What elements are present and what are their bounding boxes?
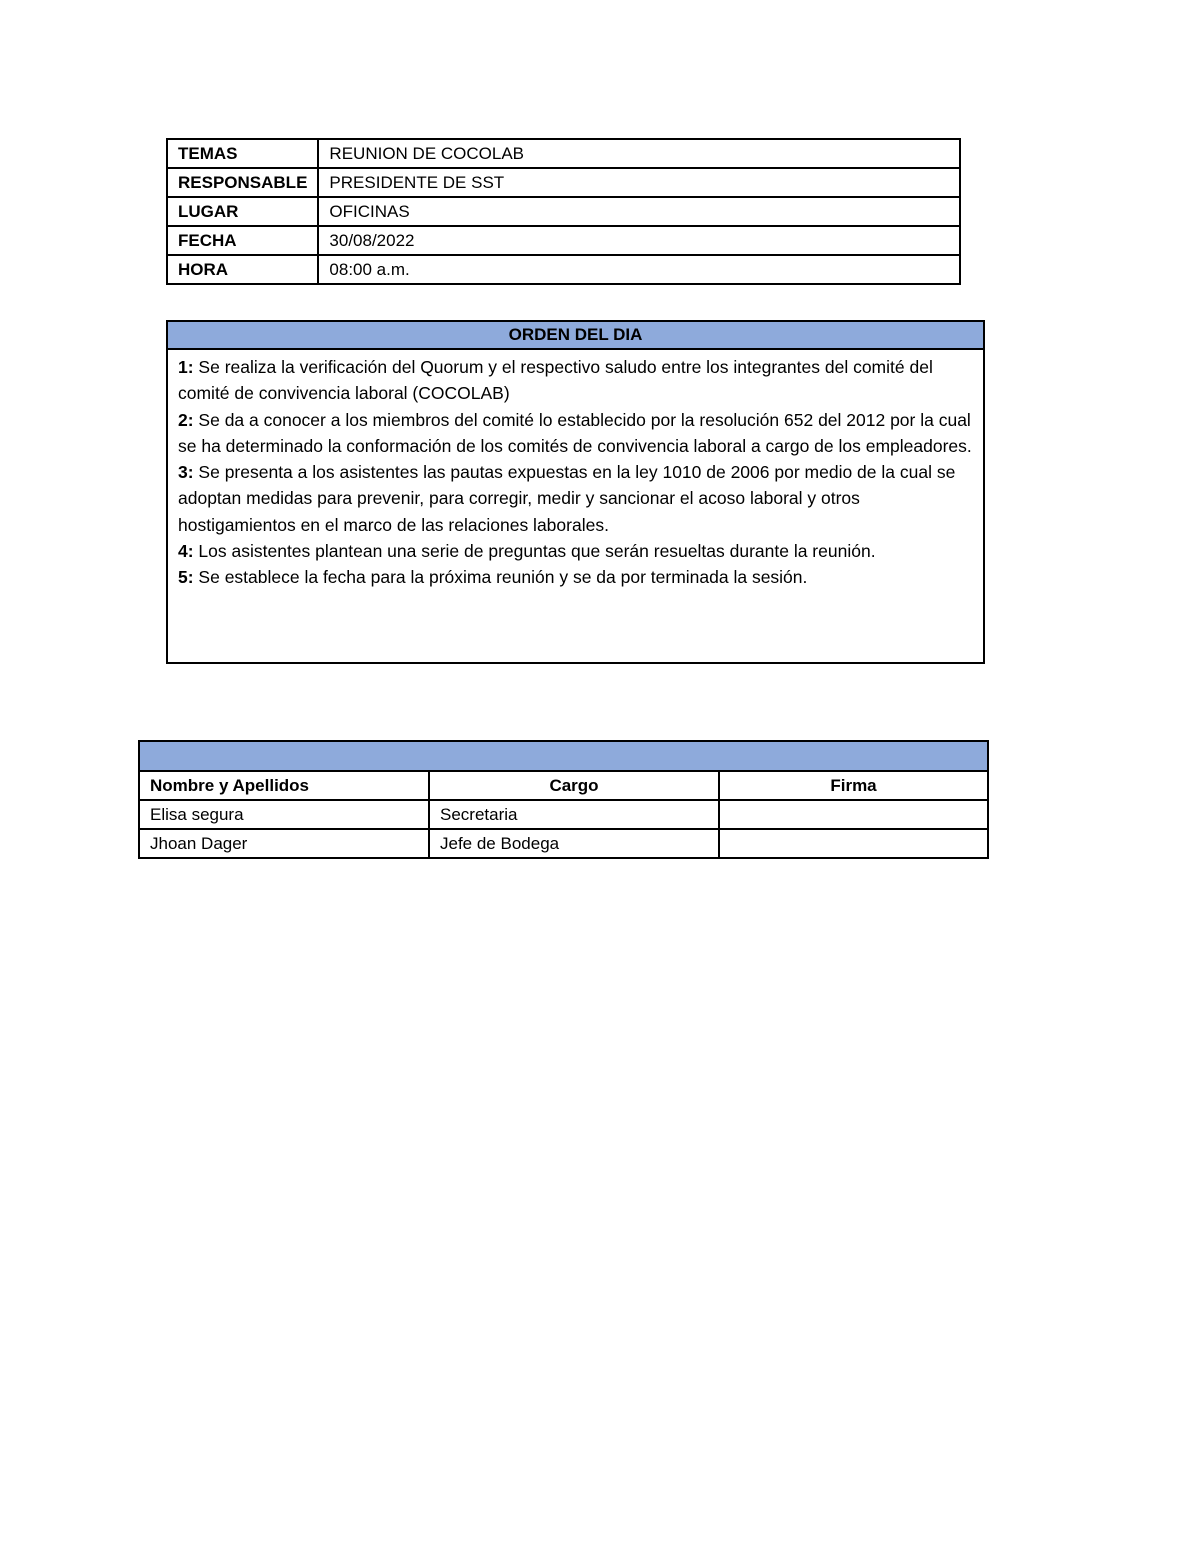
attendee-signature <box>719 829 988 858</box>
info-label: TEMAS <box>167 139 318 168</box>
agenda-item <box>178 564 973 590</box>
info-label: RESPONSABLE <box>167 168 318 197</box>
info-label: FECHA <box>167 226 318 255</box>
agenda-item-text: Los asistentes plantean una serie de preguntas que serán resueltas durante la reunión. <box>193 541 876 562</box>
attendee-role: Jefe de Bodega <box>429 829 719 858</box>
agenda-item-number: 3: <box>178 462 194 483</box>
agenda-item <box>178 354 973 407</box>
column-header-name: Nombre y Apellidos <box>139 771 429 800</box>
agenda-table <box>166 320 985 664</box>
agenda-item-number: 2: <box>178 409 194 430</box>
info-row-responsable <box>167 168 960 197</box>
attendee-signature <box>719 800 988 829</box>
meeting-info-table <box>166 138 961 285</box>
info-value: 30/08/2022 <box>318 226 960 255</box>
info-label: HORA <box>167 255 318 284</box>
agenda-item-text: Se establece la fecha para la próxima reunión y se da por terminada la sesión. <box>193 567 808 588</box>
agenda-title: ORDEN DEL DIA <box>167 321 984 349</box>
info-row-lugar <box>167 197 960 226</box>
agenda-item-text: Se da a conocer a los miembros del comité lo establecido por la resolución 652 del 2012 por la cual se ha determinado la conformación de los comités de convivencia laboral a cargo de los empleadores. <box>178 409 972 456</box>
attendee-name: Jhoan Dager <box>139 829 429 858</box>
column-header-signature: Firma <box>719 771 988 800</box>
agenda-item-text: Se realiza la verificación del Quorum y el respectivo saludo entre los integrantes del comité del comité de convivencia laboral (COCOLAB) <box>178 357 933 404</box>
attendee-role: Secretaria <box>429 800 719 829</box>
info-value: OFICINAS <box>318 197 960 226</box>
column-header-role: Cargo <box>429 771 719 800</box>
attendees-header-band <box>139 741 988 771</box>
info-value: 08:00 a.m. <box>318 255 960 284</box>
agenda-body <box>167 349 984 663</box>
table-row <box>139 800 988 829</box>
info-row-temas <box>167 139 960 168</box>
agenda-item <box>178 407 973 460</box>
info-label: LUGAR <box>167 197 318 226</box>
agenda-item <box>178 459 973 538</box>
agenda-item <box>178 538 973 564</box>
attendee-name: Elisa segura <box>139 800 429 829</box>
table-row <box>139 829 988 858</box>
attendees-table <box>138 740 989 859</box>
info-value: REUNION DE COCOLAB <box>318 139 960 168</box>
agenda-item-number: 1: <box>178 357 194 377</box>
attendees-column-headers <box>139 771 988 800</box>
info-row-hora <box>167 255 960 284</box>
info-row-fecha <box>167 226 960 255</box>
agenda-item-number: 4: <box>178 541 194 562</box>
agenda-item-number: 5: <box>178 567 194 588</box>
agenda-item-text: Se presenta a los asistentes las pautas expuestas en la ley 1010 de 2006 por medio de la cual se adoptan medidas para prevenir, para corregir, medir y sancionar el acoso laboral y otros hostigamientos en el marco de las relaciones laborales. <box>178 462 956 535</box>
info-value: PRESIDENTE DE SST <box>318 168 960 197</box>
